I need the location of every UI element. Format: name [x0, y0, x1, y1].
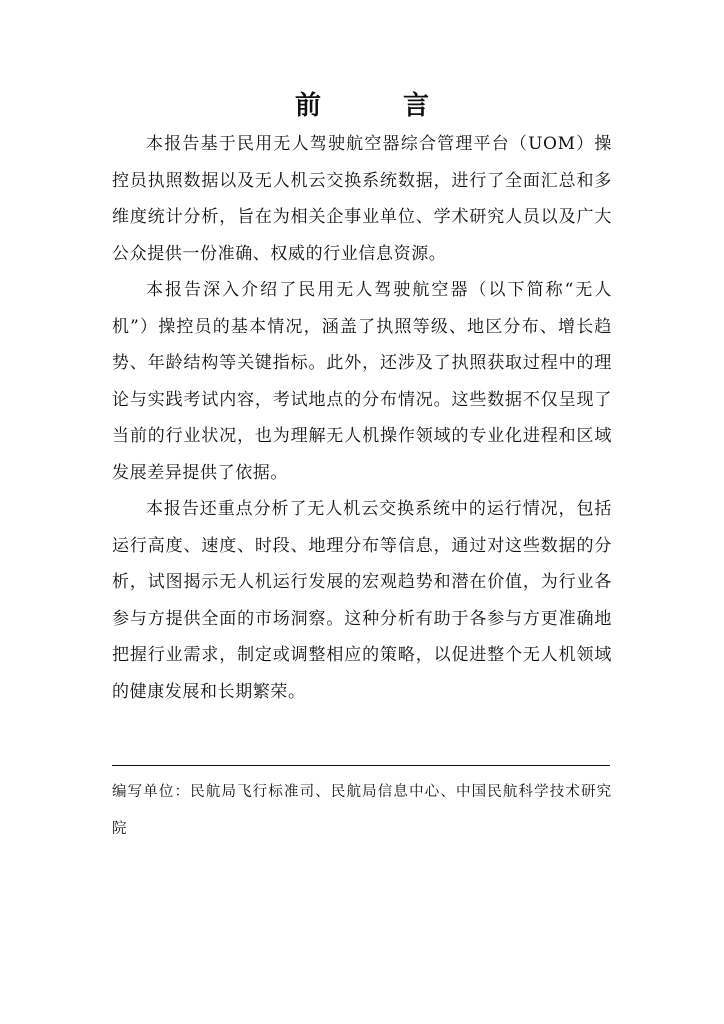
footer-divider	[112, 765, 610, 766]
page-title: 前 言	[294, 91, 457, 121]
compiling-units-note: 编写单位：民航局飞行标准司、民航局信息中心、中国民航科学技术研究院	[112, 784, 612, 837]
preface-paragraph-3: 本报告还重点分析了无人机云交换系统中的运行情况，包括运行高度、速度、时段、地理分布等信息，通过对这些数据的分析，试图揭示无人机运行发展的宏观趋势和潜在价值，为行业各参与方提供全面的市场洞察。这种分析有助于各参与方更准确地把握行业需求，制定或调整相应的策略，以促进整个无人机领域的健康发展和长期繁荣。	[112, 499, 612, 702]
preface-paragraph-2: 本报告深入介绍了民用无人驾驶航空器（以下简称“无人机”）操控员的基本情况，涵盖了执照等级、地区分布、增长趋势、年龄结构等关键指标。此外，还涉及了执照获取过程中的理论与实践考试内容，考试地点的分布情况。这些数据不仅呈现了当前的行业状况，也为理解无人机操作领域的专业化进程和区域发展差异提供了依据。	[112, 280, 612, 483]
preface-body	[112, 126, 612, 710]
preface-paragraph-1: 本报告基于民用无人驾驶航空器综合管理平台（UOM）操控员执照数据以及无人机云交换系统数据，进行了全面汇总和多维度统计分析，旨在为相关企事业单位、学术研究人员以及广大公众提供一份准确、权威的行业信息资源。	[112, 134, 612, 264]
